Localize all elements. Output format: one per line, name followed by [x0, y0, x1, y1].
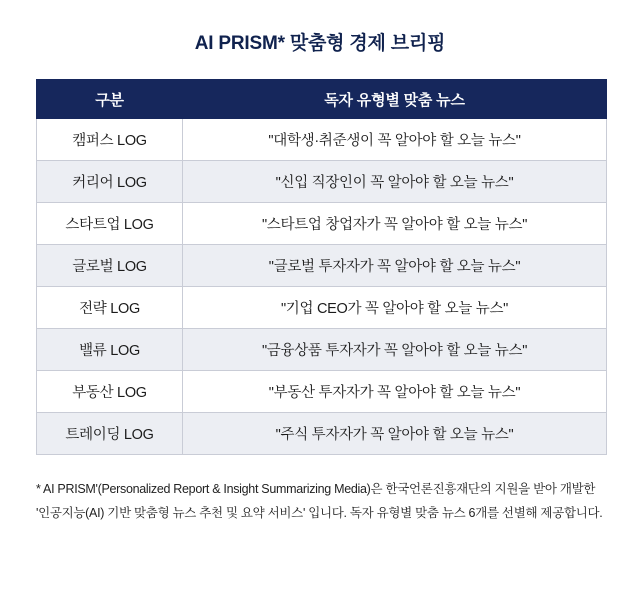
column-header-news: 독자 유형별 맞춤 뉴스: [183, 80, 607, 119]
cell-type: 스타트업 LOG: [37, 203, 183, 245]
table-row: [37, 245, 607, 287]
page-title: AI PRISM* 맞춤형 경제 브리핑: [194, 33, 446, 54]
cell-type: 부동산 LOG: [37, 371, 183, 413]
cell-news: "글로벌 투자자가 꼭 알아야 할 오늘 뉴스": [183, 245, 607, 287]
cell-type: 트레이딩 LOG: [37, 413, 183, 455]
briefing-table: [36, 79, 607, 455]
table-header-row: [37, 80, 607, 119]
cell-type: 글로벌 LOG: [37, 245, 183, 287]
cell-type: 캠퍼스 LOG: [37, 119, 183, 161]
table-row: [37, 413, 607, 455]
table-row: [37, 161, 607, 203]
cell-news: "금융상품 투자자가 꼭 알아야 할 오늘 뉴스": [183, 329, 607, 371]
cell-news: "기업 CEO가 꼭 알아야 할 오늘 뉴스": [183, 287, 607, 329]
cell-news: "대학생·취준생이 꼭 알아야 할 오늘 뉴스": [183, 119, 607, 161]
cell-type: 밸류 LOG: [37, 329, 183, 371]
cell-type: 전략 LOG: [37, 287, 183, 329]
cell-type: 커리어 LOG: [37, 161, 183, 203]
table-body: [37, 119, 607, 455]
table-row: [37, 329, 607, 371]
table-row: [37, 203, 607, 245]
cell-news: "부동산 투자자가 꼭 알아야 할 오늘 뉴스": [183, 371, 607, 413]
table-row: [37, 371, 607, 413]
table-row: [37, 119, 607, 161]
footnote-text: * AI PRISM'(Personalized Report & Insight Summarizing Media)은 한국언론진흥재단의 지원을 받아 개발한 '인공지능(AI) 기반 맞춤형 뉴스 추천 및 요약 서비스' 입니다. 독자 유형별 맞춤 뉴스 6개를 선별해 제공합니다.: [36, 482, 603, 521]
column-header-type: 구분: [37, 80, 183, 119]
cell-news: "신입 직장인이 꼭 알아야 할 오늘 뉴스": [183, 161, 607, 203]
cell-news: "주식 투자자가 꼭 알아야 할 오늘 뉴스": [183, 413, 607, 455]
table-row: [37, 287, 607, 329]
cell-news: "스타트업 창업자가 꼭 알아야 할 오늘 뉴스": [183, 203, 607, 245]
table-header: [37, 80, 607, 119]
